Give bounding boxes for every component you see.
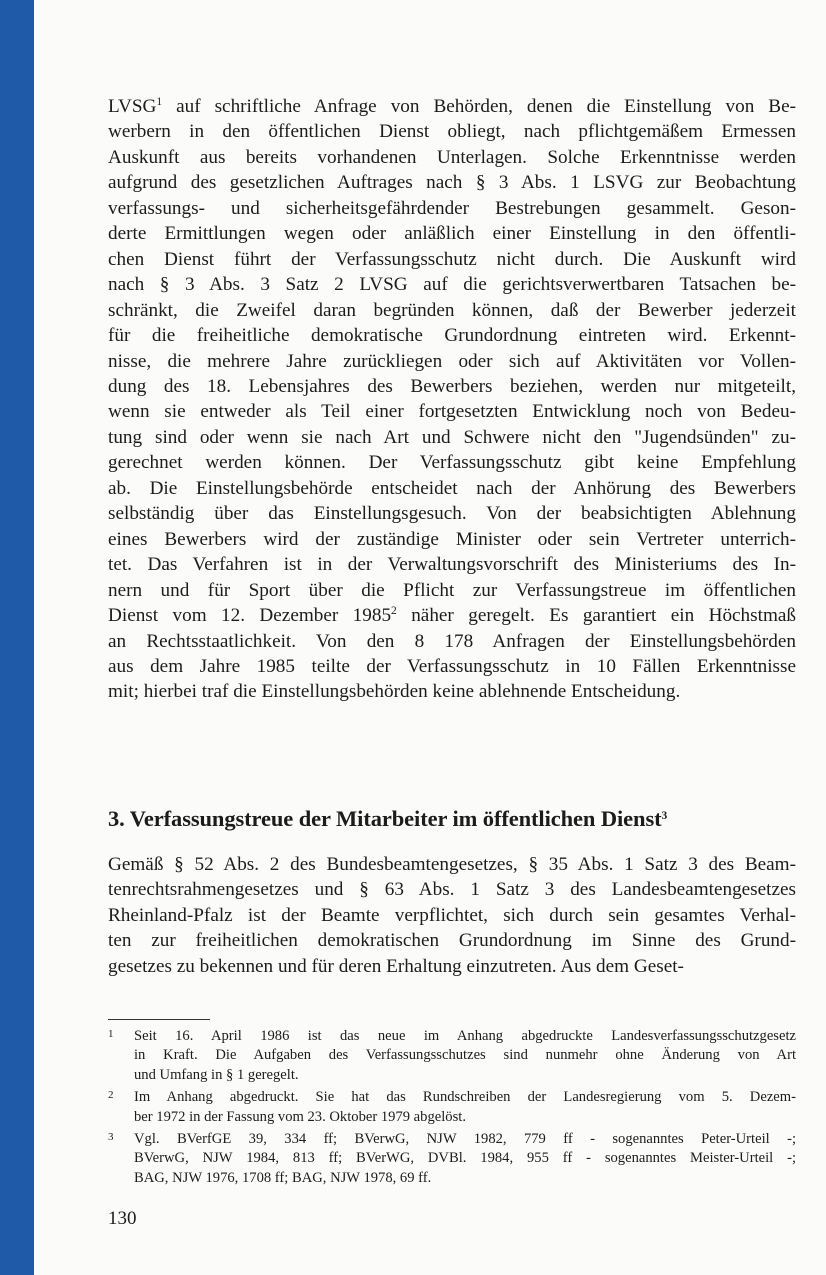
text-run: gerechnet werden können. Der Verfassungsschutz gibt keine Empfehlung <box>108 452 796 474</box>
text-run: mit; hierbei traf die Einstellungsbehörden keine ablehnende Entscheidung. <box>108 681 681 703</box>
footnote-number: 1 <box>108 1028 114 1040</box>
section-line <box>108 877 796 902</box>
text-run: näher geregelt. Es garantiert ein Höchstmaß <box>396 605 796 627</box>
footnote-1 <box>108 1027 796 1085</box>
body-line <box>108 221 796 246</box>
text-run: Auskunft aus bereits vorhandenen Unterlagen. Solche Erkenntnisse werden <box>108 146 796 168</box>
page-number: 130 <box>108 1208 137 1229</box>
text-run: an Rechtsstaatlichkeit. Von den 8 178 Anfragen der Einstellungsbehörden <box>108 630 796 652</box>
text-run: nern und für Sport über die Pflicht zur Verfassungstreue im öffentlichen <box>108 579 796 601</box>
body-paragraph <box>108 94 796 705</box>
footnote-ref-3[interactable]: 3 <box>661 810 668 822</box>
footnote-number: 3 <box>108 1131 114 1144</box>
section-line <box>108 928 796 953</box>
text-run: ab. Die Einstellungsbehörde entscheidet nach der Anhörung des Bewerbers <box>108 477 796 499</box>
body-line <box>108 196 796 221</box>
body-line <box>108 476 796 501</box>
section-line <box>108 903 796 928</box>
body-line <box>108 247 796 272</box>
body-line <box>108 425 796 450</box>
text-run: werbern in den öffentlichen Dienst obliegt, nach pflichtgemäßem Ermessen <box>108 121 796 143</box>
body-line <box>108 654 796 679</box>
text-run: derte Ermittlungen wegen oder anläßlich einer Einstellung in den öffentli- <box>108 223 796 245</box>
body-line <box>108 552 796 577</box>
text-run: nach § 3 Abs. 3 Satz 2 LVSG auf die gerichtsverwertbaren Tatsachen be- <box>108 274 796 296</box>
text-run: Rheinland-Pfalz ist der Beamte verpflichtet, sich durch sein gesamtes Verhal- <box>108 904 796 926</box>
footnote-line: Seit 16. April 1986 ist das neue im Anhang abgedruckte Landesverfassungsschutzgesetz <box>134 1028 796 1044</box>
body-text-block <box>108 94 796 705</box>
footnote-line: BVerwG, NJW 1984, 813 ff; BVerWG, DVBl. 1984, 955 ff - sogenanntes Meister-Urteil -; <box>134 1150 796 1167</box>
body-line <box>108 578 796 603</box>
body-line <box>108 527 796 552</box>
footnote-divider <box>108 1019 210 1020</box>
footnote-line: und Umfang in § 1 geregelt. <box>134 1066 299 1083</box>
body-line <box>108 603 796 628</box>
body-line <box>108 170 796 195</box>
text-run: Dienst vom 12. Dezember 1985 <box>108 605 392 627</box>
text-run: dung des 18. Lebensjahres des Bewerbers beziehen, werden nur mitgeteilt, <box>108 375 796 397</box>
footnote-2 <box>108 1088 796 1127</box>
text-run: ten zur freiheitlichen demokratischen Grundordnung im Sinne des Grund- <box>108 930 796 952</box>
body-line <box>108 374 796 399</box>
body-line <box>108 450 796 475</box>
text-run: für die freiheitliche demokratische Grundordnung eintreten wird. Erkennt- <box>108 325 796 347</box>
text-run: eines Bewerbers wird der zuständige Minister oder sein Vertreter unterrich- <box>108 528 796 550</box>
footnote-line: Vgl. BVerfGE 39, 334 ff; BVerwG, NJW 1982, 779 ff - sogenanntes Peter-Urteil -; <box>134 1131 796 1148</box>
text-run: tenrechtsrahmengesetzes und § 63 Abs. 1 Satz 3 des Landesbeamtengesetzes <box>108 879 796 901</box>
footnote-line: in Kraft. Die Aufgaben des Verfassungsschutzes sind nunmehr ohne Änderung von Art <box>134 1047 796 1064</box>
footnotes <box>108 1027 796 1191</box>
footnote-ref[interactable]: 1 <box>156 96 163 108</box>
text-run: tet. Das Verfahren ist in der Verwaltungsvorschrift des Ministeriums des In- <box>108 554 796 576</box>
body-line <box>108 349 796 374</box>
footnote-line: ber 1972 in der Fassung vom 23. Oktober 1979 abgelöst. <box>134 1108 466 1125</box>
body-line <box>108 272 796 297</box>
text-run: wenn sie entweder als Teil einer fortgesetzten Entwicklung noch von Bedeu- <box>108 401 796 423</box>
body-line <box>108 501 796 526</box>
body-line <box>108 679 796 704</box>
body-line <box>108 323 796 348</box>
text-run: schränkt, die Zweifel daran begründen können, daß der Bewerber jederzeit <box>108 299 796 321</box>
text-run: aufgrund des gesetzlichen Auftrages nach § 3 Abs. 1 LSVG zur Beobachtung <box>108 172 796 194</box>
body-line <box>108 94 796 119</box>
body-line <box>108 145 796 170</box>
text-run: LVSG <box>108 96 157 117</box>
footnote-ref[interactable]: 2 <box>391 605 397 618</box>
section-heading <box>108 806 808 832</box>
section-paragraph <box>108 852 796 979</box>
text-run: verfassungs- und sicherheitsgefährdender Bestrebungen gesammelt. Geson- <box>108 197 796 219</box>
body-line <box>108 298 796 323</box>
section-line <box>108 954 796 979</box>
section-heading-text: 3. Verfassungstreue der Mitarbeiter im öffentlichen Dienst <box>108 806 662 831</box>
footnote-line: Im Anhang abgedruckt. Sie hat das Rundschreiben der Landesregierung vom 5. Dezem- <box>134 1089 796 1106</box>
text-run: tung sind oder wenn sie nach Art und Schwere nicht den "Jugendsünden" zu- <box>108 426 796 448</box>
text-run: gesetzes zu bekennen und für deren Erhaltung einzutreten. Aus dem Geset- <box>108 955 684 977</box>
text-run: nisse, die mehrere Jahre zurückliegen oder sich auf Aktivitäten vor Vollen- <box>108 350 796 372</box>
footnote-line: BAG, NJW 1976, 1708 ff; BAG, NJW 1978, 69 ff. <box>134 1169 432 1186</box>
blue-spine-edge <box>0 0 34 1275</box>
footnote-number: 2 <box>108 1089 114 1102</box>
body-line <box>108 119 796 144</box>
body-line <box>108 399 796 424</box>
text-run: selbständig über das Einstellungsgesuch. Von der beabsichtigten Ablehnung <box>108 503 796 525</box>
text-run: aus dem Jahre 1985 teilte der Verfassungsschutz in 10 Fällen Erkenntnisse <box>108 655 796 677</box>
section-line <box>108 852 796 877</box>
text-run: Gemäß § 52 Abs. 2 des Bundesbeamtengesetzes, § 35 Abs. 1 Satz 3 des Beam- <box>108 854 796 875</box>
body-line <box>108 629 796 654</box>
text-run: auf schriftliche Anfrage von Behörden, denen die Einstellung von Be- <box>162 96 796 117</box>
text-run: chen Dienst führt der Verfassungsschutz nicht durch. Die Auskunft wird <box>108 248 796 270</box>
footnote-3 <box>108 1130 796 1188</box>
